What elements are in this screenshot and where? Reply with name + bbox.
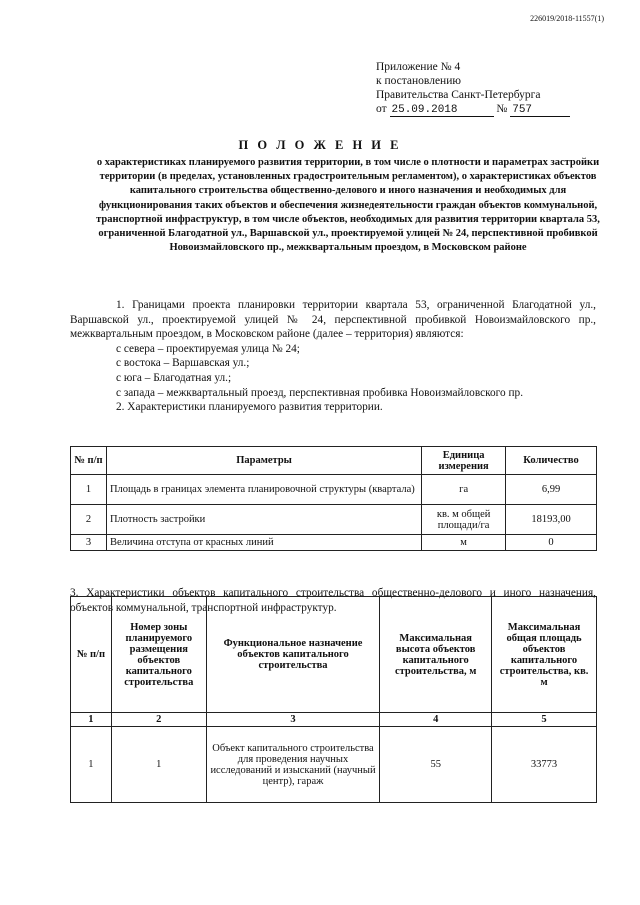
table-cell: 6,99 xyxy=(506,475,597,505)
resolution-date: 25.09.2018 xyxy=(390,104,494,117)
table-cell: м xyxy=(422,535,506,551)
table-header: Максимальная высота объектов капитального строительства, м xyxy=(380,597,492,713)
table-cell: 2 xyxy=(71,505,107,535)
column-number: 4 xyxy=(380,713,492,727)
from-label: от xyxy=(376,103,387,115)
characteristics-table xyxy=(70,446,597,551)
section-2-heading: 2. Характеристики планируемого развития территории. xyxy=(116,401,383,414)
table-cell: 1 xyxy=(71,727,112,803)
resolution-number: 757 xyxy=(510,104,570,117)
table-cell: 1 xyxy=(71,475,107,505)
document-title: П О Л О Ж Е Н И Е xyxy=(238,138,402,152)
bound-south: с юга – Благодатная ул.; xyxy=(116,371,232,384)
table-row xyxy=(71,505,597,535)
column-number: 5 xyxy=(492,713,597,727)
section-1-intro: 1. Границами проекта планировки территории квартала 53, ограниченной Благодатной ул., Варшавской ул., проектируемой улицей № 24, перспективной пробивкой Новоизмайловского пр., межквартальным проездом, в Московском районе (далее – территория) являются: xyxy=(70,299,596,341)
column-number: 3 xyxy=(206,713,380,727)
objects-table xyxy=(70,596,597,803)
table-cell: Плотность застройки xyxy=(106,505,421,535)
table-cell: кв. м общей площади/га xyxy=(422,505,506,535)
table-cell: 18193,00 xyxy=(506,505,597,535)
table-cell: 55 xyxy=(380,727,492,803)
table-cell: Площадь в границах элемента планировочной структуры (квартала) xyxy=(106,475,421,505)
appendix-line2: к постановлению xyxy=(376,75,461,87)
table-row xyxy=(71,535,597,551)
table-header-row xyxy=(71,597,597,713)
section-3-heading: 3. Характеристики объектов капитального строительства общественно-делового и иного назначения, объектов коммунальной, транспортной инфраструктур. xyxy=(70,587,596,614)
table-cell: Объект капитального строительства для проведения научных исследований и изысканий (научный центр), гараж xyxy=(206,727,380,803)
appendix-block xyxy=(376,60,570,117)
number-label: № xyxy=(496,103,508,115)
bound-west: с запада – межквартальный проезд, перспективная пробивка Новоизмайловского пр. xyxy=(116,386,524,399)
table-header: Функциональное назначение объектов капитального строительства xyxy=(206,597,380,713)
column-number-row xyxy=(71,713,597,727)
table-cell: га xyxy=(422,475,506,505)
table-cell: 1 xyxy=(111,727,206,803)
document-subtitle: о характеристиках планируемого развития территории, в том числе о плотности и параметрах застройки территории (в пределах, установленных градостроительным регламентом), о характеристиках объектов капитального строительства общественно-делового и иного назначения и необходимых для функционирования таких объектов и обеспечения жизнедеятельности граждан объектов коммунальной, транспортной инфраструктур, в том числе объектов, необходимых для развития территории квартала 53, ограниченной Благодатной ул., Варшавской ул., проектируемой улицей № 24, перспективной пробивкой Новоизмайловского пр., межквартальным проездом, в Московском районе xyxy=(96,157,600,254)
appendix-line1: Приложение № 4 xyxy=(376,61,461,73)
table-header: Максимальная общая площадь объектов капитального строительства, кв. м xyxy=(492,597,597,713)
table-header: Единица измерения xyxy=(422,447,506,475)
appendix-date-line xyxy=(376,102,570,117)
table-header-row xyxy=(71,447,597,475)
bound-north: с севера – проектируемая улица № 24; xyxy=(116,342,300,355)
appendix-line3: Правительства Санкт-Петербурга xyxy=(376,89,541,101)
bound-east: с востока – Варшавская ул.; xyxy=(116,357,250,370)
section-1 xyxy=(70,298,596,415)
table-header: № п/п xyxy=(71,597,112,713)
table-cell: 0 xyxy=(506,535,597,551)
table-header: № п/п xyxy=(71,447,107,475)
table-cell: 33773 xyxy=(492,727,597,803)
table-header: Количество xyxy=(506,447,597,475)
table-header: Номер зоны планируемого размещения объектов капитального строительства xyxy=(111,597,206,713)
table-row xyxy=(71,475,597,505)
document-number: 226019/2018-11557(1) xyxy=(530,14,604,23)
table-header: Параметры xyxy=(106,447,421,475)
column-number: 2 xyxy=(111,713,206,727)
table-cell: Величина отступа от красных линий xyxy=(106,535,421,551)
table-row xyxy=(71,727,597,803)
column-number: 1 xyxy=(71,713,112,727)
table-cell: 3 xyxy=(71,535,107,551)
